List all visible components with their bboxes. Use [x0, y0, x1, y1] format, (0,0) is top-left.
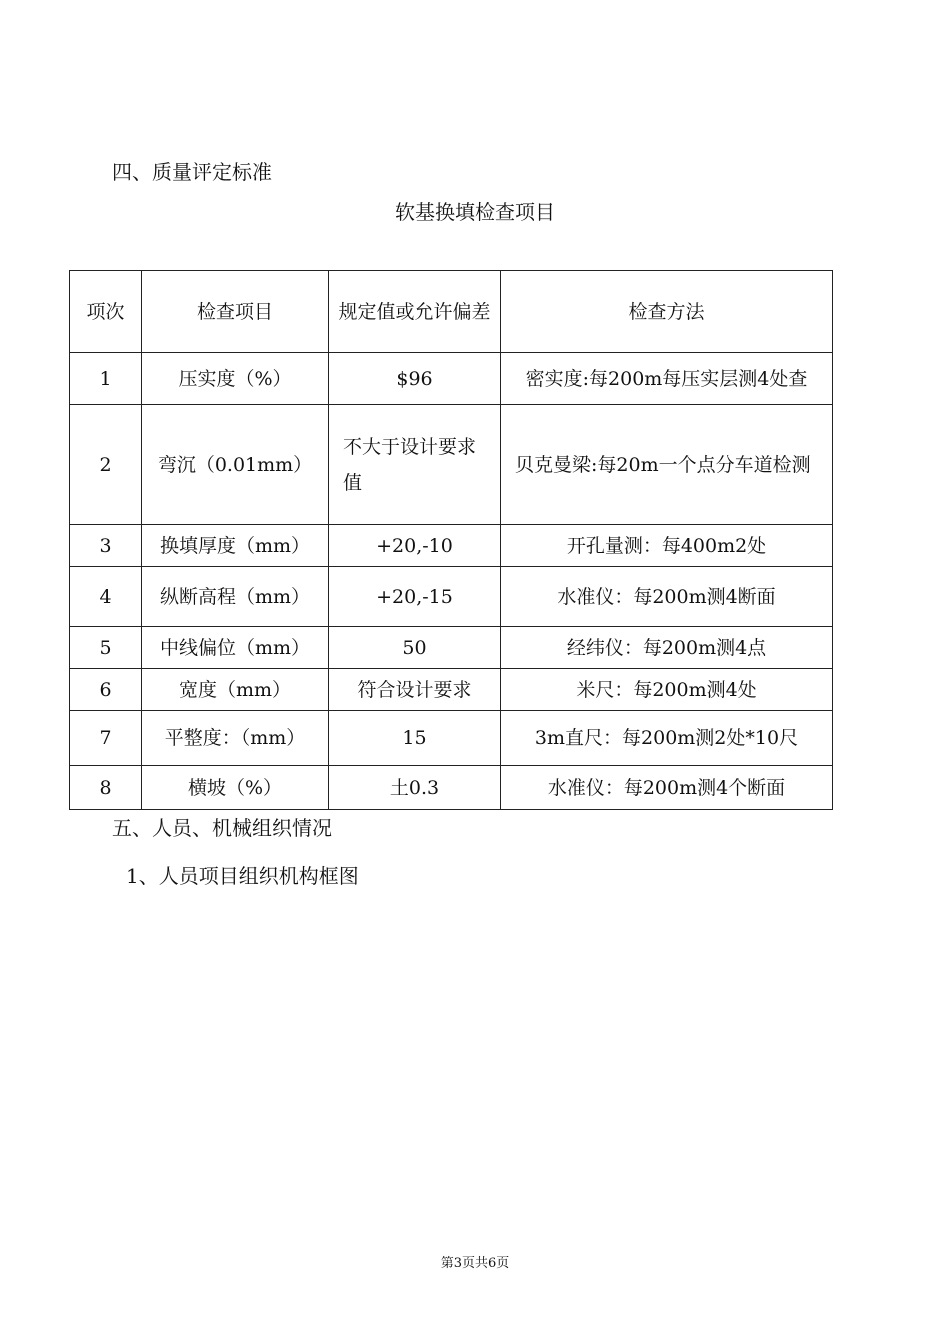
table-row	[70, 627, 833, 669]
header-spec: 规定值或允许偏差	[329, 271, 501, 353]
cell-spec: 50	[329, 627, 501, 669]
table-row	[70, 405, 833, 525]
cell-spec: 符合设计要求	[329, 669, 501, 711]
table-row	[70, 353, 833, 405]
cell-method: 米尺：每200m测4处	[501, 669, 833, 711]
cell-method: 水准仪：每200m测4个断面	[501, 766, 833, 810]
cell-spec: 不大于设计要求值	[329, 405, 501, 525]
cell-item: 弯沉（0.01mm）	[142, 405, 329, 525]
section-5-sub-1: 1、人员项目组织机构框图	[126, 864, 359, 888]
cell-no: 8	[70, 766, 142, 810]
page-footer: 第3页共6页	[440, 1256, 510, 1271]
cell-item: 横坡（%）	[142, 766, 329, 810]
section-5-heading: 五、人员、机械组织情况	[112, 816, 332, 840]
cell-no: 5	[70, 627, 142, 669]
table-title: 软基换填检查项目	[395, 200, 555, 224]
cell-spec: $96	[329, 353, 501, 405]
section-4-heading: 四、质量评定标准	[112, 160, 272, 184]
table-row	[70, 711, 833, 766]
cell-method: 3m直尺：每200m测2处*10尺	[501, 711, 833, 766]
header-no: 项次	[70, 271, 142, 353]
table-header-row	[70, 271, 833, 353]
cell-no: 3	[70, 525, 142, 567]
cell-no: 1	[70, 353, 142, 405]
cell-item: 中线偏位（mm）	[142, 627, 329, 669]
cell-spec: +20,-10	[329, 525, 501, 567]
cell-no: 4	[70, 567, 142, 627]
header-item: 检查项目	[142, 271, 329, 353]
header-method: 检查方法	[501, 271, 833, 353]
cell-item: 平整度：（mm）	[142, 711, 329, 766]
cell-item: 换填厚度（mm）	[142, 525, 329, 567]
cell-item: 宽度（mm）	[142, 669, 329, 711]
cell-spec: +20,-15	[329, 567, 501, 627]
cell-no: 6	[70, 669, 142, 711]
cell-method: 经纬仪：每200m测4点	[501, 627, 833, 669]
cell-spec: 土0.3	[329, 766, 501, 810]
cell-item: 压实度（%）	[142, 353, 329, 405]
cell-method: 水准仪：每200m测4断面	[501, 567, 833, 627]
table-row	[70, 525, 833, 567]
table-row	[70, 669, 833, 711]
cell-method: 贝克曼梁:每20m一个点分车道检测	[501, 405, 833, 525]
cell-no: 7	[70, 711, 142, 766]
table-row	[70, 766, 833, 810]
cell-spec: 15	[329, 711, 501, 766]
cell-item: 纵断高程（mm）	[142, 567, 329, 627]
cell-method: 密实度:每200m每压实层测4处查	[501, 353, 833, 405]
table-row	[70, 567, 833, 627]
inspection-table	[69, 270, 833, 810]
inspection-table-body	[70, 271, 833, 810]
cell-method: 开孔量测：每400m2处	[501, 525, 833, 567]
cell-no: 2	[70, 405, 142, 525]
